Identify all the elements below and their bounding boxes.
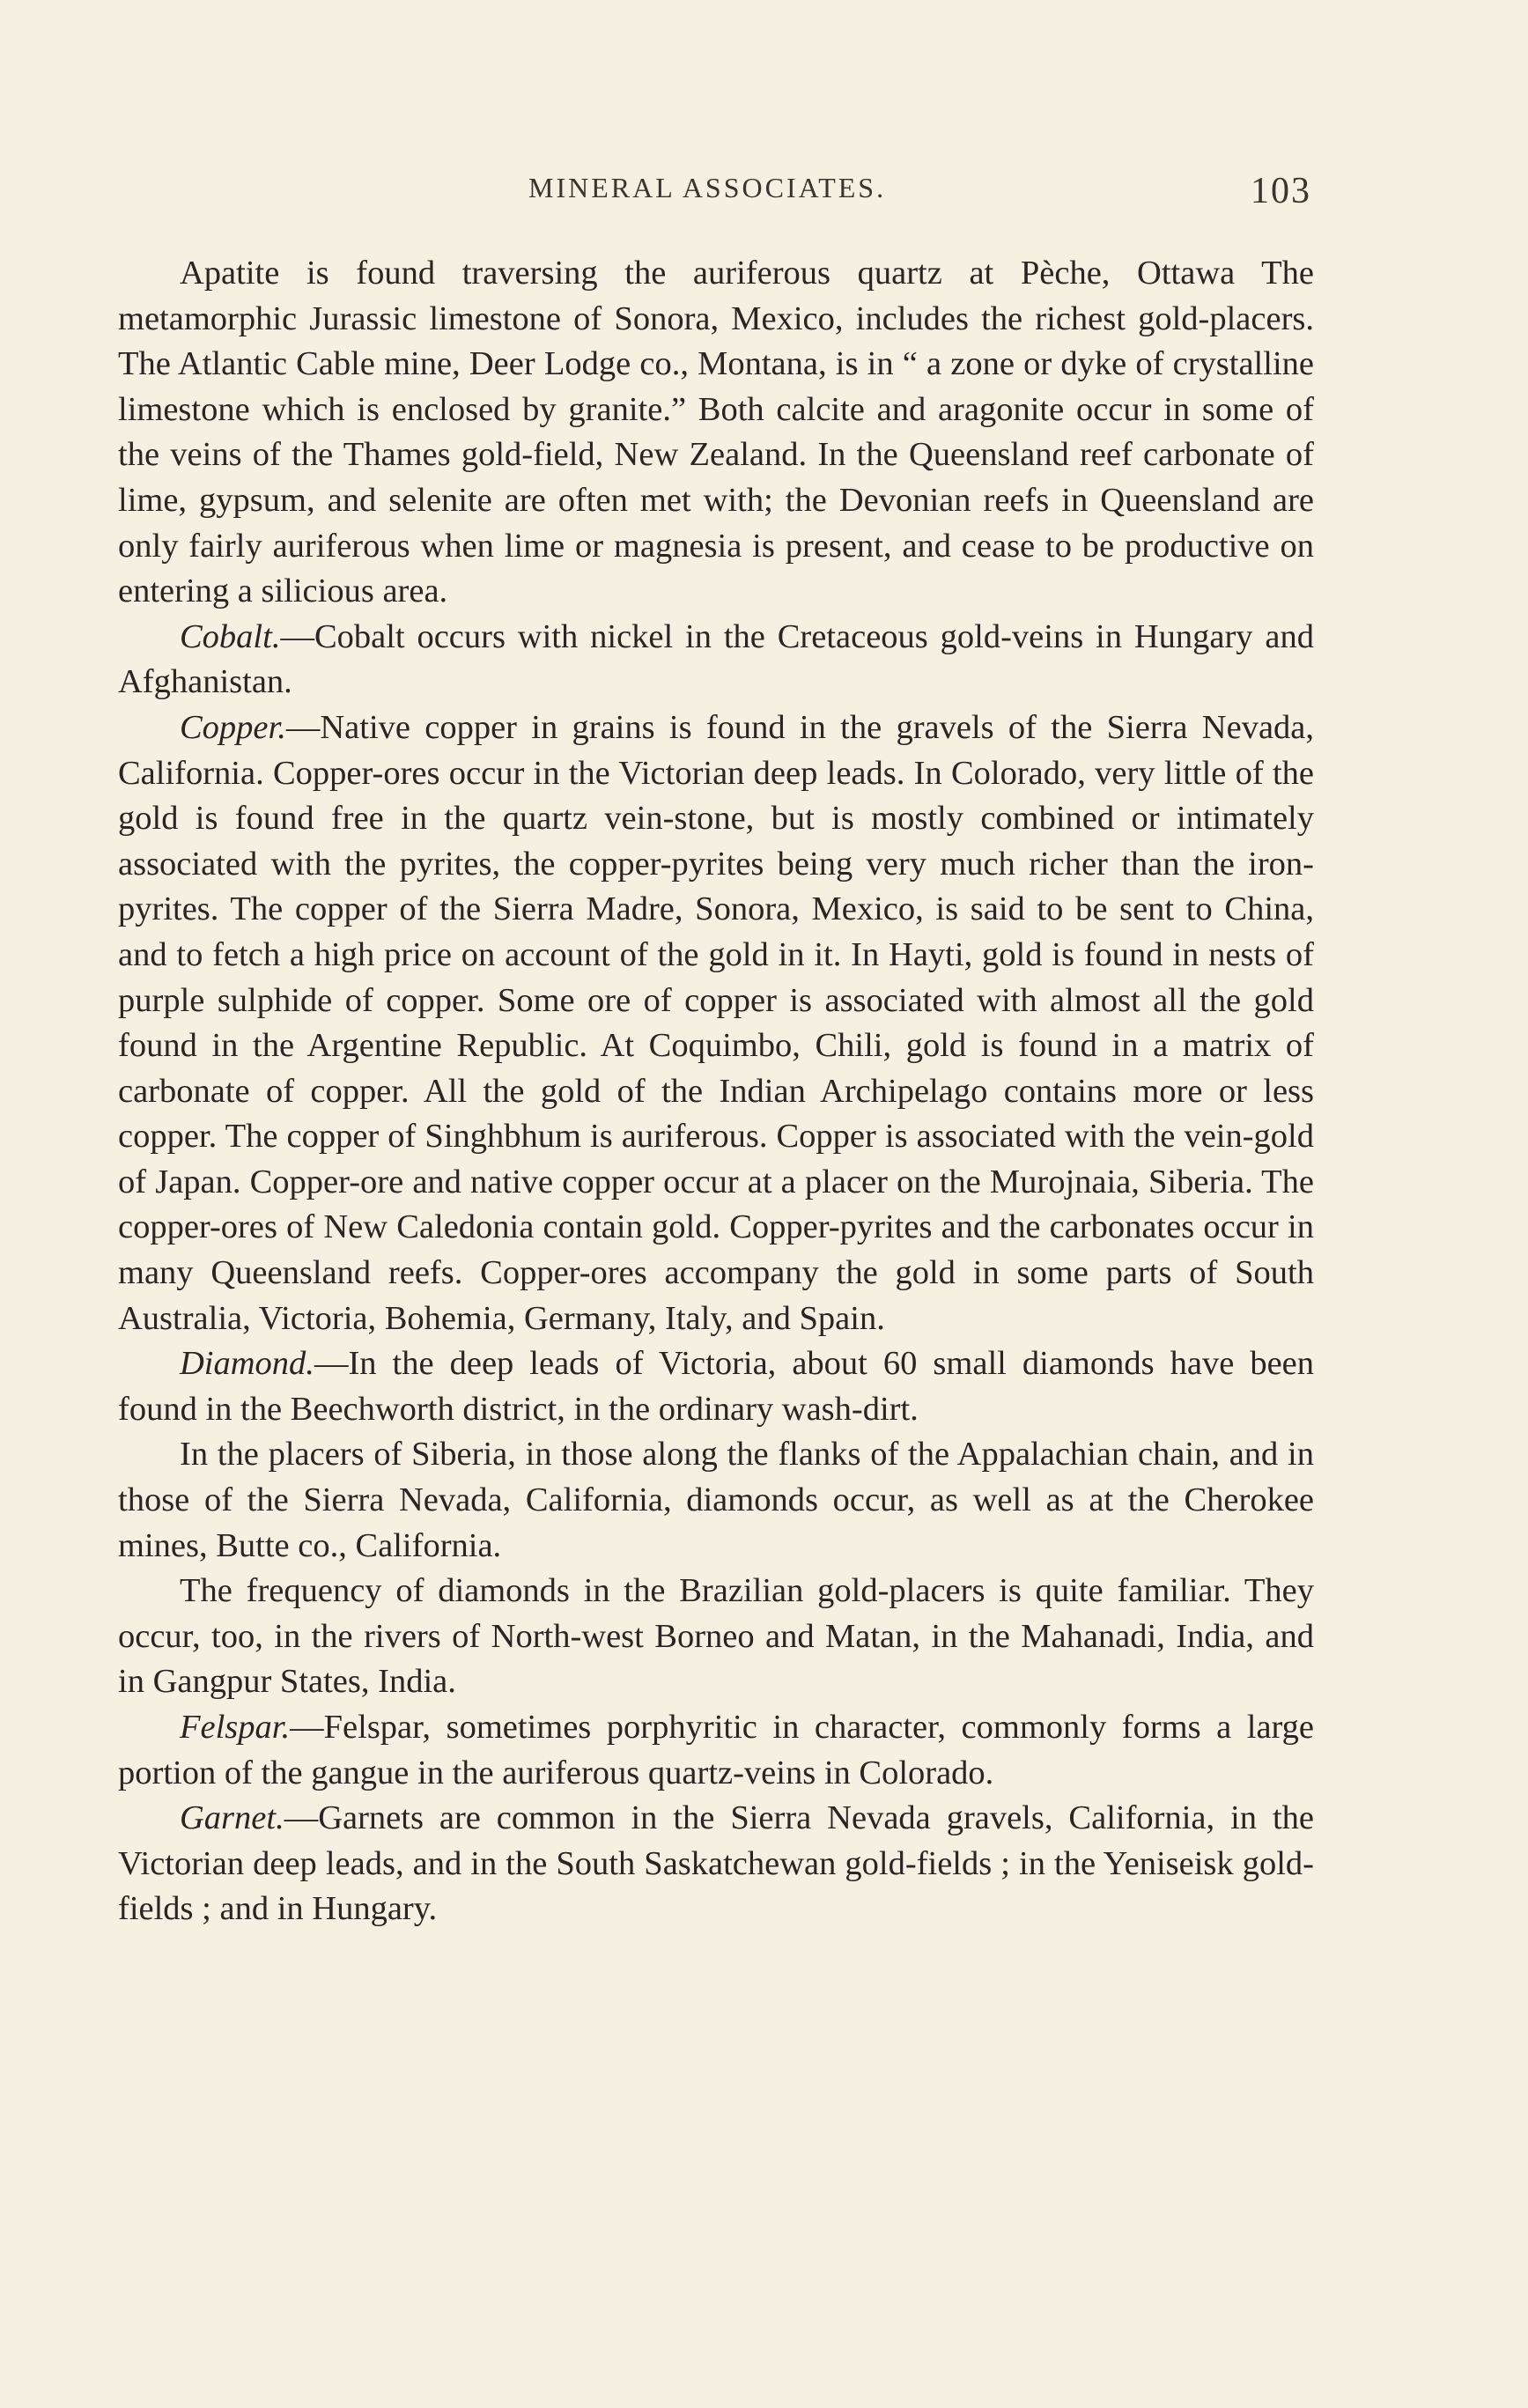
running-head: MINERAL ASSOCIATES. [528, 172, 887, 203]
paragraph-copper [118, 705, 1314, 1341]
paragraph-felspar [118, 1705, 1314, 1796]
term-diamond: Diamond. [180, 1345, 314, 1383]
body-text [118, 251, 1314, 1932]
paragraph-cobalt [118, 615, 1314, 705]
paragraph-text: Apatite is found traversing the auriferous quartz at Pèche, Ottawa The metamorphic Jurassic limestone of Sonora, Mexico, includes the richest gold-placers. The Atlantic Cable mine, Deer Lodge co., Montana, is in “ a zone or dyke of crystalline limestone which is enclosed by granite.” Both calcite and aragonite occur in some of the veins of the Thames gold-field, New Zealand. In the Queensland reef carbonate of lime, gypsum, and selenite are often met with; the Devonian reefs in Queensland are only fairly auriferous when lime or magnesia is present, and cease to be productive on entering a silicious area. [118, 255, 1314, 610]
paragraph-diamond [118, 1341, 1314, 1432]
paragraph-diamond-brazil [118, 1569, 1314, 1705]
paragraph-apatite [118, 251, 1314, 615]
page-number: 103 [1251, 171, 1311, 211]
page-header [528, 172, 1321, 216]
term-garnet: Garnet. [180, 1799, 284, 1837]
term-felspar: Felspar. [180, 1709, 291, 1746]
paragraph-diamond-placers [118, 1432, 1314, 1569]
paragraph-text: —Felspar, sometimes porphyritic in character, commonly forms a large portion of the gangue in the auriferous quartz-veins in Colorado. [118, 1709, 1314, 1791]
paragraph-text: —In the deep leads of Victoria, about 60 small diamonds have been found in the Beechworth district, in the ordinary wash-dirt. [118, 1345, 1314, 1428]
paragraph-garnet [118, 1796, 1314, 1932]
term-copper: Copper. [180, 708, 286, 746]
paragraph-text: —Native copper in grains is found in the gravels of the Sierra Nevada, California. Copper-ores occur in the Victorian deep leads. In Colorado, very little of the gold is found free in the quartz vein-stone, but is mostly combined or intimately associated with the pyrites, the copper-pyrites being very much richer than the iron-pyrites. The copper of the Sierra Madre, Sonora, Mexico, is said to be sent to China, and to fetch a high price on account of the gold in it. In Hayti, gold is found in nests of purple sulphide of copper. Some ore of copper is associated with almost all the gold found in the Argentine Republic. At Coquimbo, Chili, gold is found in a matrix of carbonate of copper. All the gold of the Indian Archipelago contains more or less copper. The copper of Singhbhum is auriferous. Copper is associated with the vein-gold of Japan. Copper-ore and native copper occur at a placer on the Murojnaia, Siberia. The copper-ores of New Caledonia contain gold. Copper-pyrites and the carbonates occur in many Queensland reefs. Copper-ores accompany the gold in some parts of South Australia, Victoria, Bohemia, Germany, Italy, and Spain. [118, 708, 1314, 1337]
paragraph-text: —Cobalt occurs with nickel in the Cretaceous gold-veins in Hungary and Afghanistan. [118, 617, 1314, 701]
term-cobalt: Cobalt. [180, 617, 281, 655]
paragraph-text: —Garnets are common in the Sierra Nevada gravels, California, in the Victorian deep leads, and in the South Saskatchewan gold-fields ; in the Yeniseisk gold-fields ; and in Hungary. [118, 1799, 1314, 1928]
paragraph-text: The frequency of diamonds in the Brazilian gold-placers is quite familiar. They occur, too, in the rivers of North-west Borneo and Matan, in the Mahanadi, India, and in Gangpur States, India. [118, 1572, 1314, 1701]
paragraph-text: In the placers of Siberia, in those along the flanks of the Appalachian chain, and in those of the Sierra Nevada, California, diamonds occur, as well as at the Cherokee mines, Butte co., California. [118, 1436, 1314, 1564]
